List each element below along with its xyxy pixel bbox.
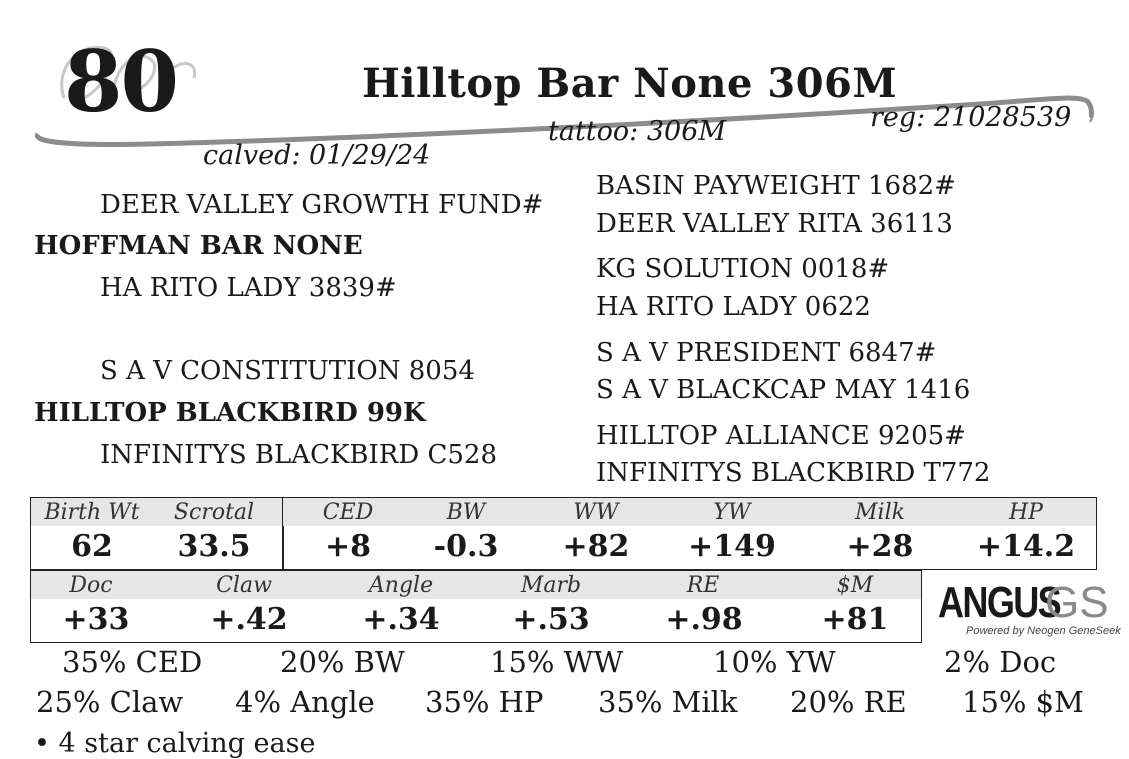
dam-sire: S A V CONSTITUTION 8054	[100, 356, 475, 386]
epd-value: +28	[846, 529, 914, 564]
epd-label: Angle	[368, 573, 434, 598]
epd-label: WW	[573, 500, 619, 525]
angus-logo-word: ANGUS	[938, 578, 1061, 627]
sire-sire: DEER VALLEY GROWTH FUND#	[100, 190, 544, 220]
actual-label: Birth Wt	[44, 500, 140, 525]
epd-value: +.34	[362, 602, 440, 637]
percentile-doc: 2% Doc	[944, 645, 1057, 679]
epd-value: +82	[562, 529, 630, 564]
epd-value: -0.3	[433, 529, 499, 564]
epd-label: Marb	[520, 573, 582, 598]
epd-value: +.42	[210, 602, 288, 637]
percentile-ww: 15% WW	[490, 645, 624, 679]
tattoo-text: tattoo: 306M	[548, 116, 727, 147]
percentile-hp: 35% HP	[425, 685, 544, 719]
epd-label: YW	[713, 500, 751, 525]
great-grandparent: S A V BLACKCAP MAY 1416	[596, 375, 971, 405]
sire-name: HOFFMAN BAR NONE	[34, 231, 363, 261]
epd-value: +14.2	[976, 529, 1076, 564]
angus-logo-gs: GS	[1045, 578, 1109, 627]
epd-value: +33	[62, 602, 130, 637]
calving-ease-note: • 4 star calving ease	[34, 728, 316, 759]
actual-value: 62	[71, 529, 113, 564]
lot-number: 80	[64, 32, 177, 131]
dam-dam: INFINITYS BLACKBIRD C528	[100, 440, 497, 470]
percentile-yw: 10% YW	[713, 645, 836, 679]
percentile-re: 20% RE	[790, 685, 907, 719]
epd-value: +8	[324, 529, 371, 564]
actual-label: Scrotal	[173, 500, 255, 525]
epd-value: +.98	[665, 602, 743, 637]
great-grandparent: HA RITO LADY 0622	[596, 292, 871, 322]
epd-label: HP	[1009, 500, 1043, 525]
epd-header-band	[283, 498, 1096, 526]
great-grandparent: HILLTOP ALLIANCE 9205#	[596, 421, 966, 451]
epd-table-row1	[282, 497, 1097, 570]
epd-label: Claw	[216, 573, 272, 598]
actuals-table	[30, 497, 284, 570]
percentile-bw: 20% BW	[280, 645, 405, 679]
great-grandparent: KG SOLUTION 0018#	[596, 254, 890, 284]
epd-table-row2	[30, 570, 922, 643]
great-grandparent: INFINITYS BLACKBIRD T772	[596, 458, 991, 488]
percentile-m: 15% $M	[962, 685, 1084, 719]
angus-gs-logo	[938, 578, 1121, 642]
epd-label: Doc	[69, 573, 113, 598]
animal-name: Hilltop Bar None 306M	[362, 60, 898, 107]
epd-header-band	[31, 571, 921, 599]
epd-label: BW	[446, 500, 486, 525]
percentile-ced: 35% CED	[62, 645, 203, 679]
percentile-claw: 25% Claw	[36, 685, 184, 719]
calved-date: calved: 01/29/24	[203, 140, 431, 171]
epd-label: RE	[686, 573, 720, 598]
epd-value: +149	[688, 529, 776, 564]
great-grandparent: DEER VALLEY RITA 36113	[596, 209, 953, 239]
great-grandparent: BASIN PAYWEIGHT 1682#	[596, 171, 956, 201]
sire-dam: HA RITO LADY 3839#	[100, 273, 397, 303]
great-grandparent: S A V PRESIDENT 6847#	[596, 338, 937, 368]
dam-name: HILLTOP BLACKBIRD 99K	[34, 398, 426, 428]
percentile-milk: 35% Milk	[598, 685, 738, 719]
epd-value: +.53	[512, 602, 590, 637]
angus-logo-tagline: Powered by Neogen GeneSeek	[966, 625, 1121, 637]
epd-label: $M	[836, 573, 874, 598]
percentile-angle: 4% Angle	[235, 685, 375, 719]
registration-number: reg: 21028539	[870, 102, 1072, 133]
epd-value: +81	[821, 602, 889, 637]
epd-label: CED	[322, 500, 374, 525]
epd-label: Milk	[855, 500, 905, 525]
actual-value: 33.5	[177, 529, 251, 564]
